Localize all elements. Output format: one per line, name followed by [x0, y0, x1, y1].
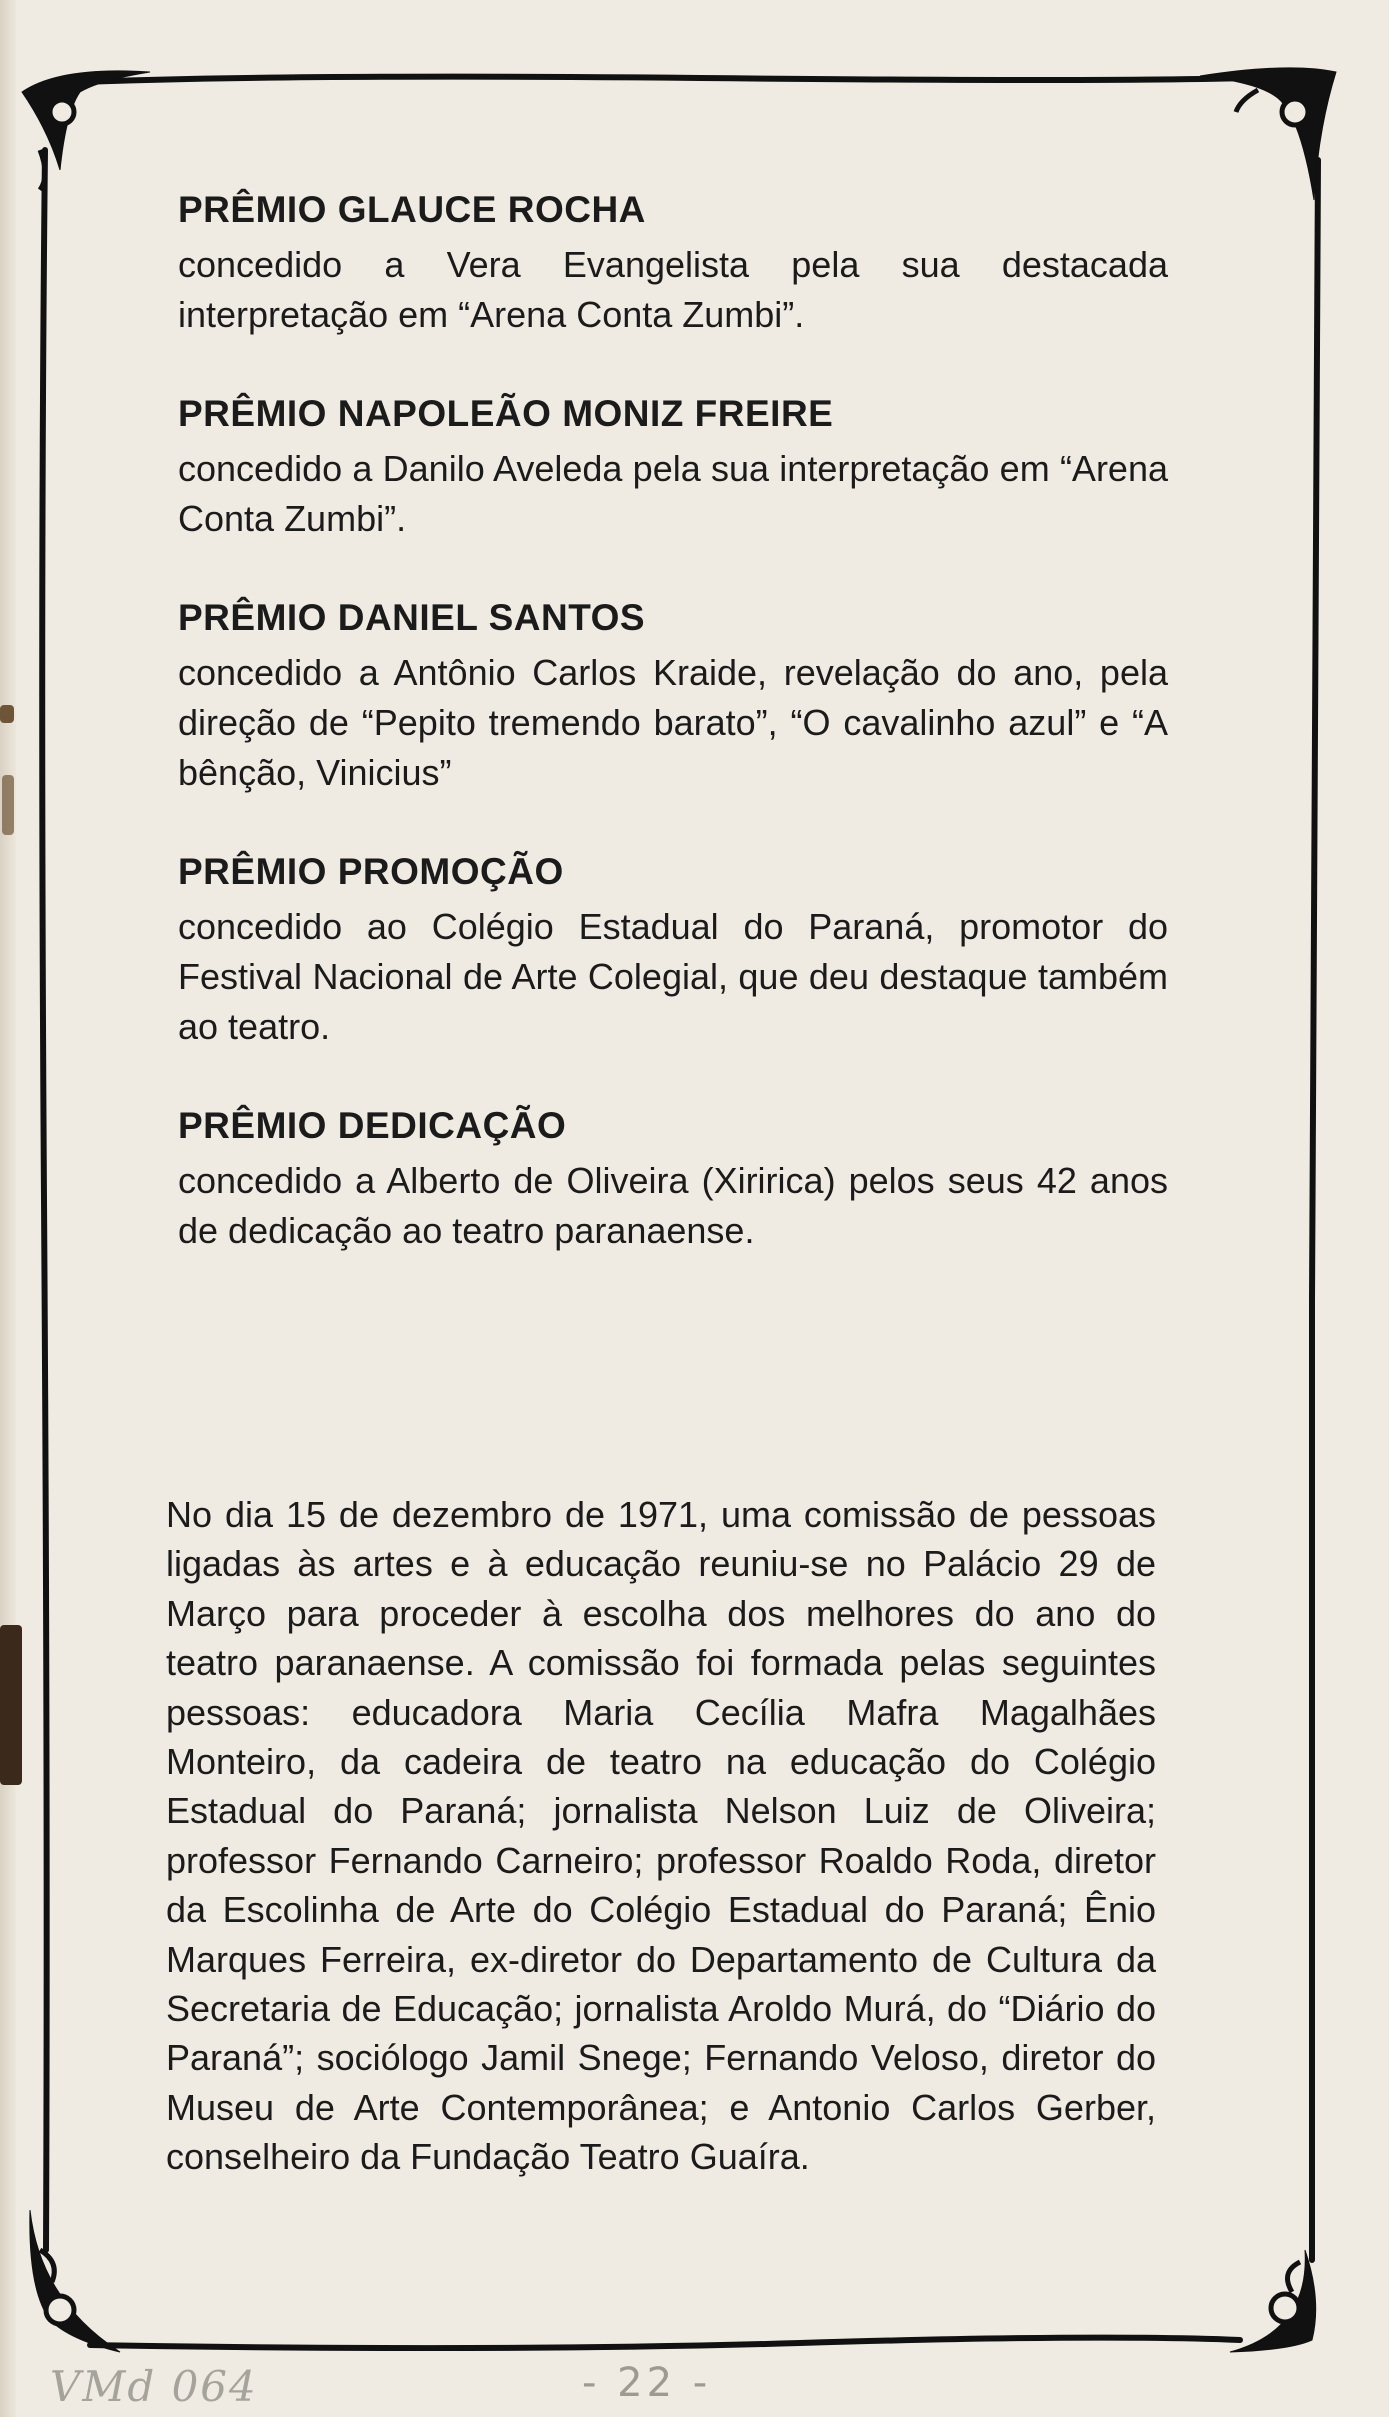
award-entry	[178, 1102, 1168, 1256]
corner-ornament-bottom-right	[1230, 2250, 1316, 2352]
award-title: PRÊMIO DANIEL SANTOS	[178, 597, 646, 638]
award-entry	[178, 186, 1168, 340]
handwritten-archive-code: VMd 064	[50, 2362, 258, 2411]
page-number: - 22 -	[582, 2360, 712, 2406]
award-entry	[178, 390, 1168, 544]
award-title: PRÊMIO NAPOLEÃO MONIZ FREIRE	[178, 393, 834, 434]
award-description: concedido ao Colégio Estadual do Paraná, promotor do Festival Nacional de Arte Colegial, que deu destaque também ao teatro.	[178, 906, 1168, 1047]
corner-ornament-top-right	[1200, 68, 1336, 200]
award-description: concedido a Alberto de Oliveira (Xiririca) pelos seus 42 anos de dedicação ao teatro paranaense.	[178, 1160, 1168, 1251]
award-description: concedido a Vera Evangelista pela sua destacada interpretação em “Arena Conta Zumbi”.	[178, 244, 1168, 335]
commission-paragraph: No dia 15 de dezembro de 1971, uma comissão de pessoas ligadas às artes e à educação reuniu-se no Palácio 29 de Março para proceder à escolha dos melhores do ano do teatro paranaense. A comissão foi formada pelas seguintes pessoas: educadora Maria Cecília Mafra Magalhães Monteiro, da cadeira de teatro na educação do Colégio Estadual do Paraná; jornalista Nelson Luiz de Oliveira; professor Fernando Carneiro; professor Roaldo Roda, diretor da Escolinha de Arte do Colégio Estadual do Paraná; Ênio Marques Ferreira, ex-diretor do Departamento de Cultura da Secretaria de Educação; jornalista Aroldo Murá, do “Diário do Paraná”; sociólogo Jamil Snege; Fernando Veloso, diretor do Museu de Arte Contemporânea; e Antonio Carlos Gerber, conselheiro da Fundação Teatro Guaíra.	[166, 1494, 1156, 2178]
award-title: PRÊMIO PROMOÇÃO	[178, 851, 564, 892]
award-description: concedido a Antônio Carlos Kraide, revelação do ano, pela direção de “Pepito tremendo barato”, “O cavalinho azul” e “A bênção, Vinicius”	[178, 652, 1168, 793]
award-description: concedido a Danilo Aveleda pela sua interpretação em “Arena Conta Zumbi”.	[178, 448, 1168, 539]
award-title: PRÊMIO DEDICAÇÃO	[178, 1105, 567, 1146]
award-entry	[178, 594, 1168, 798]
awards-list	[178, 186, 1168, 1306]
corner-ornament-top-left	[22, 71, 150, 190]
award-title: PRÊMIO GLAUCE ROCHA	[178, 189, 646, 230]
award-entry	[178, 848, 1168, 1052]
